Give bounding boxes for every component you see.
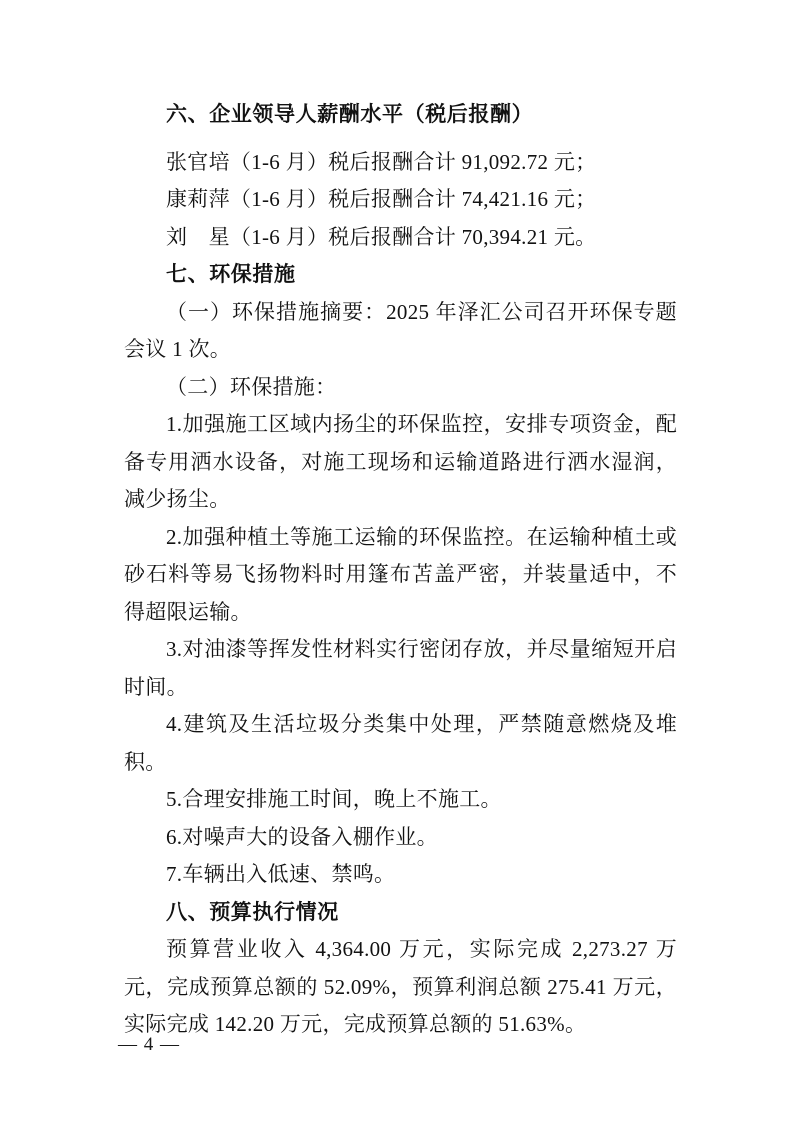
page-number: — 4 — (118, 1034, 180, 1055)
compensation-line-1: 张官培（1-6 月）税后报酬合计 91,092.72 元； (166, 149, 597, 174)
env-measure-item-6: 6.对噪声大的设备入棚作业。 (166, 824, 438, 849)
section-heading-8-budget: 八、预算执行情况 (166, 900, 339, 924)
env-measure-item-2: 2.加强种植土等施工运输的环保监控。在运输种植土或砂石料等易飞扬物料时用篷布苫盖严密，并装量适中，不得超限运输。 (124, 524, 677, 624)
env-measure-item-5: 5.合理安排施工时间，晚上不施工。 (166, 787, 502, 811)
env-summary-paragraph: （一）环保措施摘要：2025 年泽汇公司召开环保专题会议 1 次。 (124, 299, 677, 361)
section-heading-7-environment: 七、环保措施 (166, 263, 296, 286)
section-heading-6-compensation: 六、企业领导人薪酬水平（税后报酬） (166, 103, 534, 126)
document-content (124, 96, 677, 1044)
env-measure-item-1: 1.加强施工区域内扬尘的环保监控，安排专项资金，配备专用洒水设备，对施工现场和运输道路进行洒水湿润，减少扬尘。 (124, 412, 677, 511)
compensation-line-2: 康莉萍（1-6 月）税后报酬合计 74,421.16 元； (166, 187, 597, 211)
env-measures-subheading: （二）环保措施： (166, 374, 337, 399)
compensation-line-3: 刘 星（1-6 月）税后报酬合计 70,394.21 元。 (166, 224, 597, 249)
env-measure-item-7: 7.车辆出入低速、禁鸣。 (166, 862, 396, 886)
budget-paragraph: 预算营业收入 4,364.00 万元，实际完成 2,273.27 万元，完成预算总额的 52.09%，预算利润总额 275.41 万元，实际完成 142.20 万元，完成预算总额的 51.63%。 (124, 937, 677, 1036)
env-measure-item-4: 4.建筑及生活垃圾分类集中处理，严禁随意燃烧及堆积。 (124, 712, 677, 774)
env-measure-item-3: 3.对油漆等挥发性材料实行密闭存放，并尽量缩短开启时间。 (124, 637, 677, 699)
